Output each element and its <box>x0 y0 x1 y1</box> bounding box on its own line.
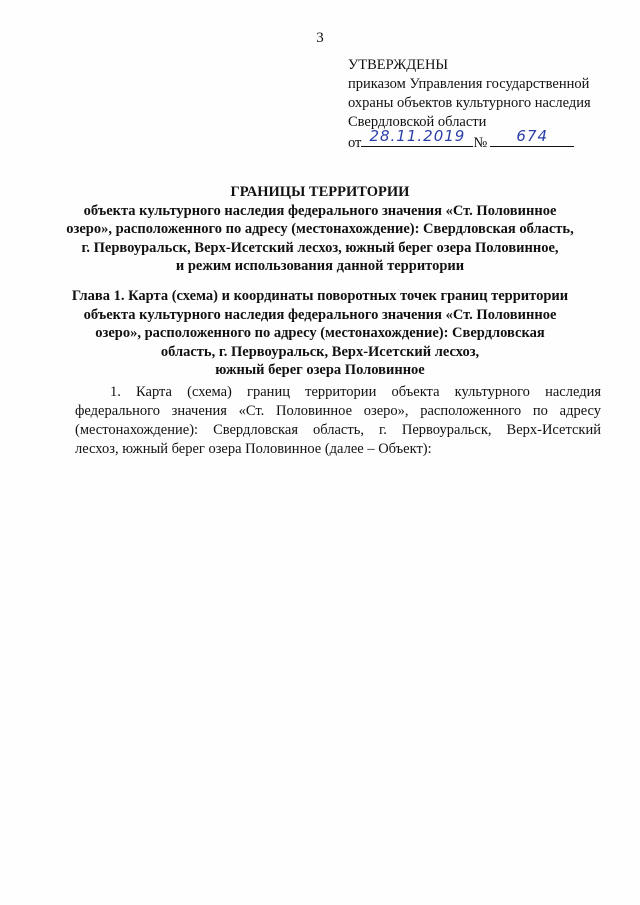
page-number: 3 <box>316 30 324 46</box>
title-line-4: г. Первоуральск, Верх-Исетский лесхоз, южный берег озера Половинное, <box>81 239 559 256</box>
paragraph-line-2: федерального значения «Ст. Половинное озеро», расположенного по адресу <box>75 403 601 419</box>
chapter-line-3: озеро», расположенного по адресу (местонахождение): Свердловская <box>95 325 545 341</box>
paragraph-line-3: (местонахождение): Свердловская область, г. Первоуральск, Верх-Исетский <box>75 422 601 438</box>
approval-date-row <box>348 127 618 151</box>
number-prefix: № <box>473 135 488 151</box>
title-line-5: и режим использования данной территории <box>175 258 465 274</box>
paragraph-line-4: лесхоз, южный берег озера Половинное (далее – Объект): <box>75 441 432 457</box>
chapter-line-4: область, г. Первоуральск, Верх-Исетский лесхоз, <box>160 343 480 360</box>
title-line-2: объекта культурного наследия федерального значения «Ст. Половинное <box>83 202 557 219</box>
number-fill-line <box>490 127 574 147</box>
chapter-line-2: объекта культурного наследия федерального значения «Ст. Половинное <box>83 306 557 323</box>
approval-line-1: приказом Управления государственной <box>348 76 590 92</box>
approval-stamp-block <box>348 56 618 151</box>
paragraph-1 <box>75 383 601 459</box>
chapter-line-5: южный берег озера Половинное <box>215 362 425 378</box>
title-line-3: озеро», расположенного по адресу (местонахождение): Свердловская область, <box>66 221 574 237</box>
document-title <box>40 183 600 276</box>
approval-heading: УТВЕРЖДЕНЫ <box>348 57 449 73</box>
title-line-1: ГРАНИЦЫ ТЕРРИТОРИИ <box>230 184 410 200</box>
approval-line-3: Свердловской области <box>348 114 487 130</box>
chapter-line-1: Глава 1. Карта (схема) и координаты поворотных точек границ территории <box>71 288 569 304</box>
handwritten-date: 28.11.2019 <box>369 127 466 145</box>
date-fill-line <box>361 127 473 147</box>
date-prefix: от <box>348 135 362 151</box>
handwritten-number: 674 <box>516 127 549 145</box>
approval-line-2: охраны объектов культурного наследия <box>348 95 591 111</box>
chapter-heading <box>40 287 600 380</box>
paragraph-line-1: 1. Карта (схема) границ территории объекта культурного наследия <box>110 384 601 400</box>
